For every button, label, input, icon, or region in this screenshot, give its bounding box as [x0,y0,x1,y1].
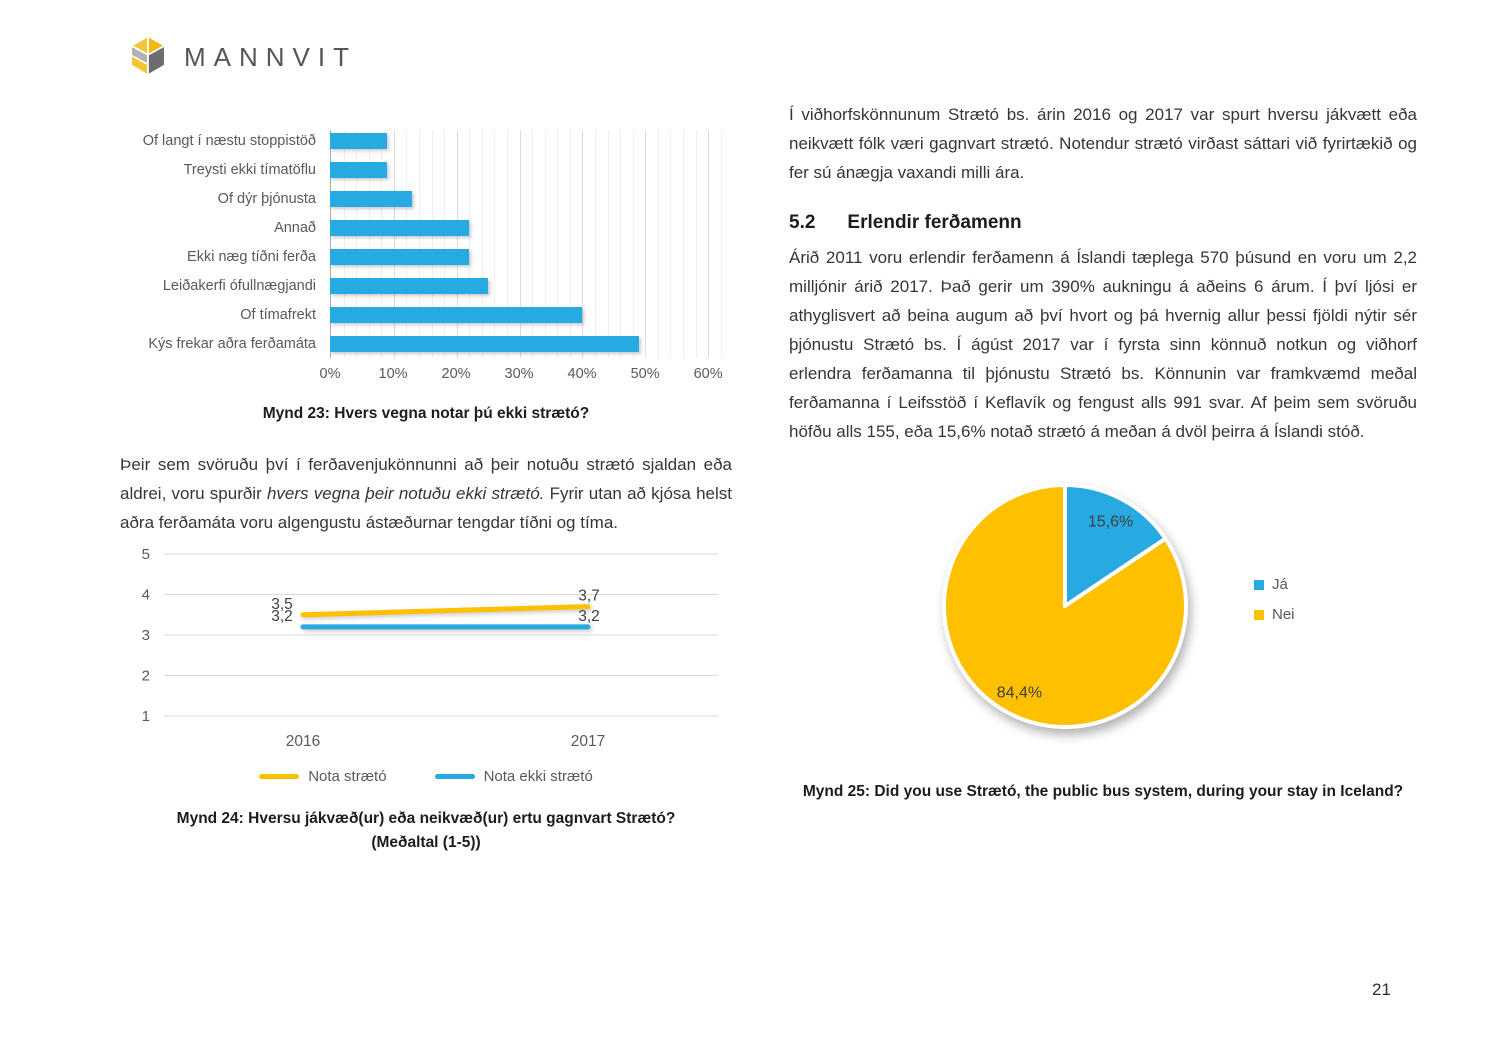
legend-item [259,768,386,785]
legend-label: Já [1272,576,1288,593]
legend-line-swatch [259,774,299,779]
bar-category-label: Ekki næg tíðni ferða [187,248,316,265]
legend-label: Nota ekki strætó [483,768,593,785]
x-axis-tick-label: 30% [504,366,534,382]
series-line [303,607,588,615]
figure-mynd24-line-chart [120,541,732,785]
data-point-label: 3,2 [578,607,600,625]
bar-track [330,220,727,236]
x-tick-label: 2017 [570,733,606,750]
bar [330,278,488,294]
bar-chart-body [120,126,732,358]
bar-category-label: Treysti ekki tímatöflu [183,161,316,178]
figure-caption-mynd24: Mynd 24: Hversu jákvæð(ur) eða neikvæð(ur) ertu gagnvart Strætó? (Meðaltal (1-5)) [176,810,676,851]
bar-row [120,271,732,300]
y-tick-label: 3 [141,627,150,644]
body-paragraph-left [120,450,732,537]
x-axis-tick-label: 10% [378,366,408,382]
legend-color-swatch [1254,580,1264,590]
legend-label: Nei [1272,606,1295,623]
bar-row [120,242,732,271]
pie-chart-svg [919,458,1211,758]
line-chart-svg [120,541,732,755]
bar [330,249,469,265]
paragraph-italic: hvers vegna þeir notuðu ekki strætó. [266,484,545,503]
pie-chart-plot [919,458,1211,763]
section-number: 5.2 [789,212,816,233]
legend-item [1254,606,1295,623]
body-paragraph-right-2: Árið 2011 voru erlendir ferðamenn á Íslandi tæplega 570 þúsund en voru um 2,2 milljónir árið 2017. Það gerir um 390% aukningu á aðeins 6 árum. Í því ljósi er athyglisvert að beina augum að því hvort og þá hvernig allur þessi fjöldi nýtir sér þjónustu Strætó bs. Í ágúst 2017 var í fyrsta sinn könnuð notkun og viðhorf erlendra ferðamanna til þjónustu Strætó bs. Könnunin var framkvæmd meðal ferðamanna í Leifsstöð í Keflavík og fengust alls 991 svar. Af þeim sem svöruðu höfðu alls 155, eða 15,6% notað strætó á meðan á dvöl þeirra á Íslandi stóð. [789,248,1417,441]
bar [330,220,469,236]
x-axis-tick-label: 0% [319,366,341,382]
bar-track [330,133,727,149]
bar-category-label: Leiðakerfi ófullnægjandi [162,277,316,294]
legend-item [435,768,593,785]
paragraph-part1: Þeir sem svöruðu því í ferðavenjukönnunni að þeir notuðu strætó sjaldan eða aldrei, voru spurðir [120,455,732,503]
bar-row [120,184,732,213]
y-tick-label: 5 [141,546,150,563]
bar-track [330,191,727,207]
bar-category-label: Of langt í næstu stoppistöð [142,132,316,149]
legend-color-swatch [1254,610,1264,620]
bar-track [330,249,727,265]
bar-category-label: Of tímafrekt [240,306,316,323]
right-column [789,0,1417,804]
bar [330,133,387,149]
x-axis-tick-label: 20% [441,366,471,382]
bar-row [120,213,732,242]
bar-category-label: Of dýr þjónusta [217,190,316,207]
y-tick-label: 2 [141,667,150,685]
bar [330,307,582,323]
left-column [120,0,732,855]
legend-line-swatch [435,774,475,779]
figure-mynd25-pie-chart [789,458,1417,766]
bar-category-label: Kýs frekar aðra ferðamáta [148,335,316,352]
x-axis-tick-label: 60% [693,366,723,382]
y-tick-label: 1 [141,708,150,725]
data-point-label: 3,5 [271,595,293,613]
legend-label: Nota strætó [308,768,387,785]
bar-row [120,329,732,358]
line-chart-legend [120,768,732,785]
pie-data-label: 15,6% [1087,513,1134,531]
brand-name: MANNVIT [184,41,357,72]
bar [330,162,387,178]
bar-row [120,126,732,155]
figure-caption-mynd23: Mynd 23: Hvers vegna notar þú ekki strætó? [262,405,590,422]
pie-data-label: 84,4% [996,684,1043,702]
data-point-label: 3,7 [578,587,600,605]
x-tick-label: 2016 [285,733,321,750]
bar-category-label: Annað [274,219,316,236]
body-paragraph-right-1: Í viðhorfskönnunum Strætó bs. árin 2016 og 2017 var spurt hversu jákvætt eða neikvætt fólk væri gagnvart strætó. Notendur strætó virðast sáttari við fyrirtækið og fer sú ánægja vaxandi milli ára. [789,105,1417,182]
bar [330,191,412,207]
bar-track [330,307,727,323]
line-chart-plot [120,541,732,760]
figure-caption-mynd25: Mynd 25: Did you use Strætó, the public bus system, during your stay in Iceland? [802,783,1404,800]
x-axis-tick-label: 40% [567,366,597,382]
legend-item [1254,576,1295,593]
bar-track [330,162,727,178]
bar-track [330,336,727,352]
section-title: Erlendir ferðamenn [847,212,1022,233]
bar-x-axis [120,366,732,390]
bar-row [120,300,732,329]
section-heading-5-2 [789,212,1417,234]
bar-track [330,278,727,294]
paragraph-part2: Fyrir utan að kjósa helst aðra ferðamáta voru algengustu ástæðurnar tengdar tíðni og tíma. [120,484,732,532]
figure-mynd23-bar-chart [120,126,732,390]
pie-chart-legend [1254,576,1295,623]
x-axis-tick-label: 50% [630,366,660,382]
data-point-label: 3,2 [271,607,293,625]
bar [330,336,639,352]
bar-row [120,155,732,184]
page-number: 21 [1372,980,1391,999]
y-tick-label: 4 [141,586,150,604]
